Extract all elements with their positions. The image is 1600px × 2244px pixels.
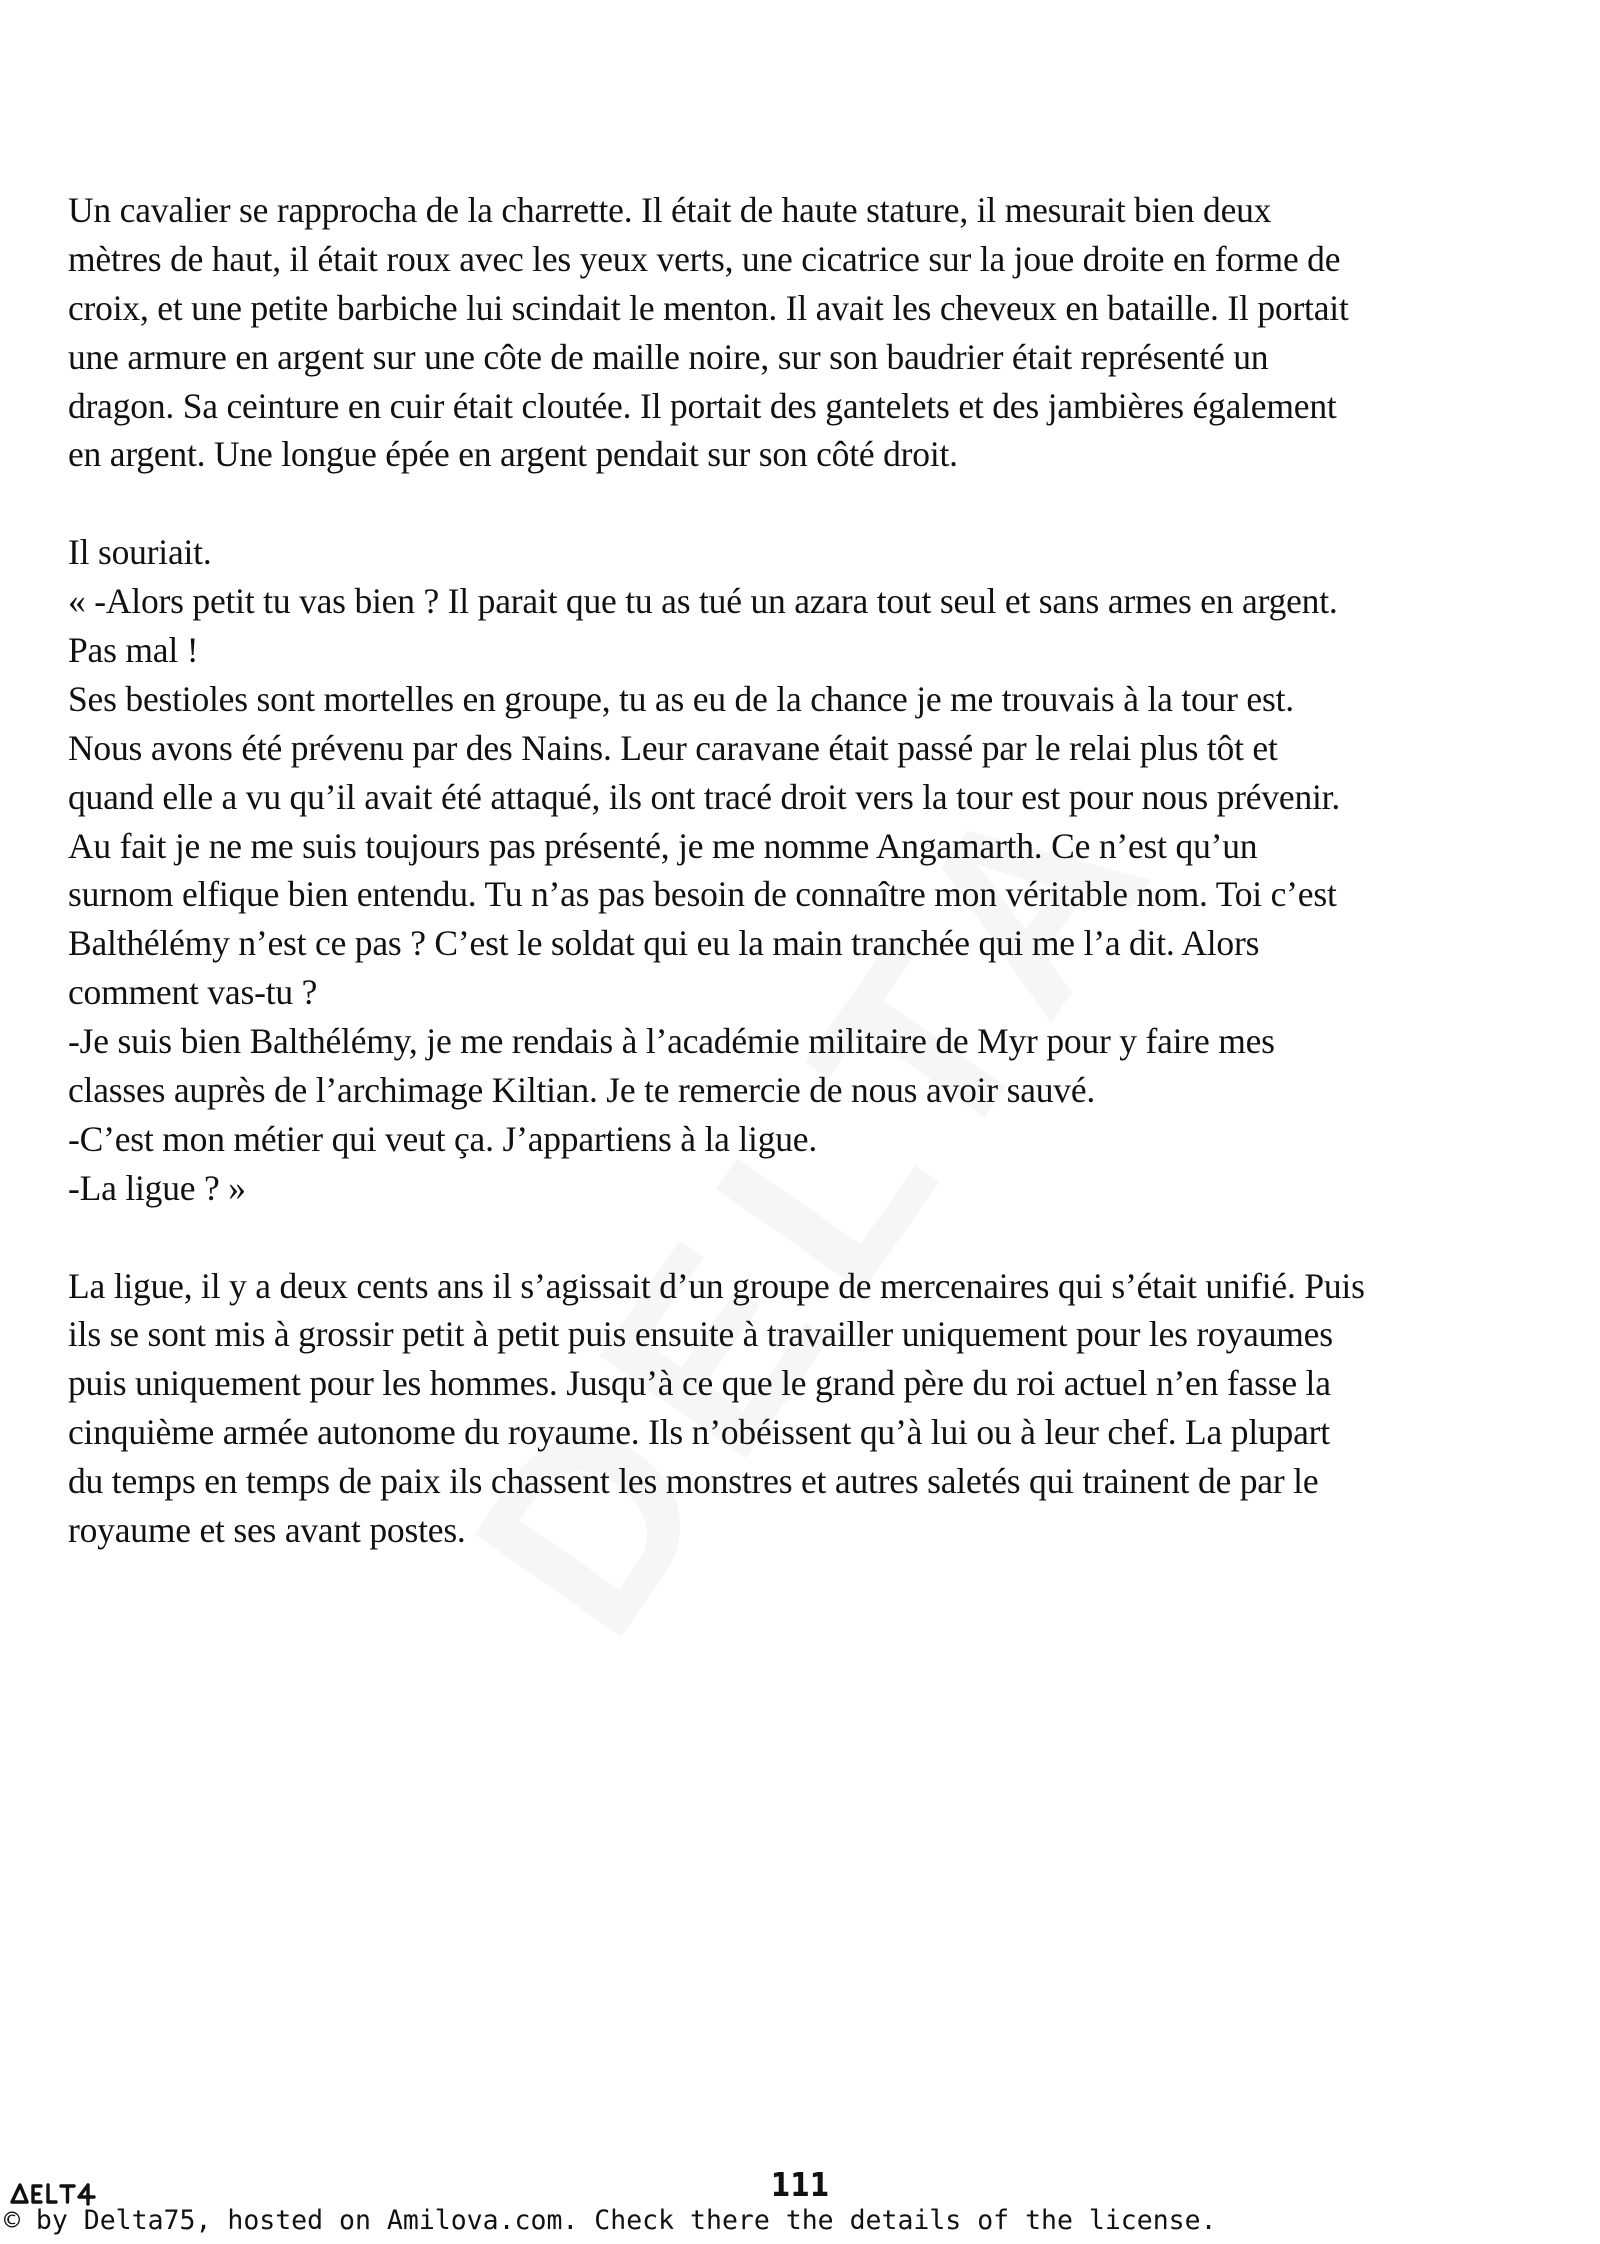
text-line: quand elle a vu qu’il avait été attaqué, ils ont tracé droit vers la tour est pour nous prévenir. xyxy=(68,776,1340,817)
paragraph-1 xyxy=(68,186,1588,479)
text-line: classes auprès de l’archimage Kiltian. Je te remercie de nous avoir sauvé. xyxy=(68,1070,1096,1111)
delta-logo xyxy=(8,2177,104,2207)
text-line: en argent. Une longue épée en argent pendait sur son côté droit. xyxy=(68,434,958,475)
paragraph-2 xyxy=(68,528,1588,1212)
text-line: une armure en argent sur une côte de maille noire, sur son baudrier était représenté un xyxy=(68,336,1269,377)
text-line: « -Alors petit tu vas bien ? Il parait que tu as tué un azara tout seul et sans armes en argent. xyxy=(68,581,1338,622)
text-line: -C’est mon métier qui veut ça. J’appartiens à la ligue. xyxy=(68,1118,818,1159)
text-line: -Je suis bien Balthélémy, je me rendais à l’académie militaire de Myr pour y faire mes xyxy=(68,1021,1275,1062)
text-line: dragon. Sa ceinture en cuir était cloutée. Il portait des gantelets et des jambières également xyxy=(68,385,1337,426)
text-line: Au fait je ne me suis toujours pas présenté, je me nomme Angamarth. Ce n’est qu’un xyxy=(68,825,1258,866)
page-number: 111 xyxy=(770,2165,830,2204)
text-line: surnom elfique bien entendu. Tu n’as pas besoin de connaître mon véritable nom. Toi c’est xyxy=(68,874,1337,915)
text-line: Balthélémy n’est ce pas ? C’est le soldat qui eu la main tranchée qui me l’a dit. Alors xyxy=(68,923,1260,964)
text-line: Il souriait. xyxy=(68,532,212,573)
text-line: ils se sont mis à grossir petit à petit puis ensuite à travailler uniquement pour les royaumes xyxy=(68,1314,1333,1355)
text-line: mètres de haut, il était roux avec les yeux verts, une cicatrice sur la joue droite en forme de xyxy=(68,238,1341,279)
text-line: puis uniquement pour les hommes. Jusqu’à ce que le grand père du roi actuel n’en fasse la xyxy=(68,1363,1331,1404)
text-line: Pas mal ! xyxy=(68,630,199,671)
text-line: Nous avons été prévenu par des Nains. Leur caravane était passé par le relai plus tôt et xyxy=(68,727,1278,768)
paragraph-gap xyxy=(68,1213,1588,1262)
text-line: cinquième armée autonome du royaume. Ils n’obéissent qu’à lui ou à leur chef. La plupart xyxy=(68,1412,1330,1453)
body-text xyxy=(68,186,1588,1555)
text-line: croix, et une petite barbiche lui scindait le menton. Il avait les cheveux en bataille. Il portait xyxy=(68,287,1349,328)
text-line: royaume et ses avant postes. xyxy=(68,1510,466,1551)
text-line: La ligue, il y a deux cents ans il s’agissait d’un groupe de mercenaires qui s’était unifié. Puis xyxy=(68,1265,1365,1306)
paragraph-gap xyxy=(68,479,1588,528)
text-line: du temps en temps de paix ils chassent les monstres et autres saletés qui trainent de par le xyxy=(68,1461,1319,1502)
license-notice: © by Delta75, hosted on Amilova.com. Check there the details of the license. xyxy=(4,2205,1217,2236)
text-line: Ses bestioles sont mortelles en groupe, tu as eu de la chance je me trouvais à la tour est. xyxy=(68,678,1294,719)
text-line: Un cavalier se rapprocha de la charrette. Il était de haute stature, il mesurait bien deux xyxy=(68,190,1272,230)
text-line: comment vas-tu ? xyxy=(68,972,318,1013)
text-line: -La ligue ? » xyxy=(68,1167,246,1208)
paragraph-3 xyxy=(68,1262,1588,1555)
